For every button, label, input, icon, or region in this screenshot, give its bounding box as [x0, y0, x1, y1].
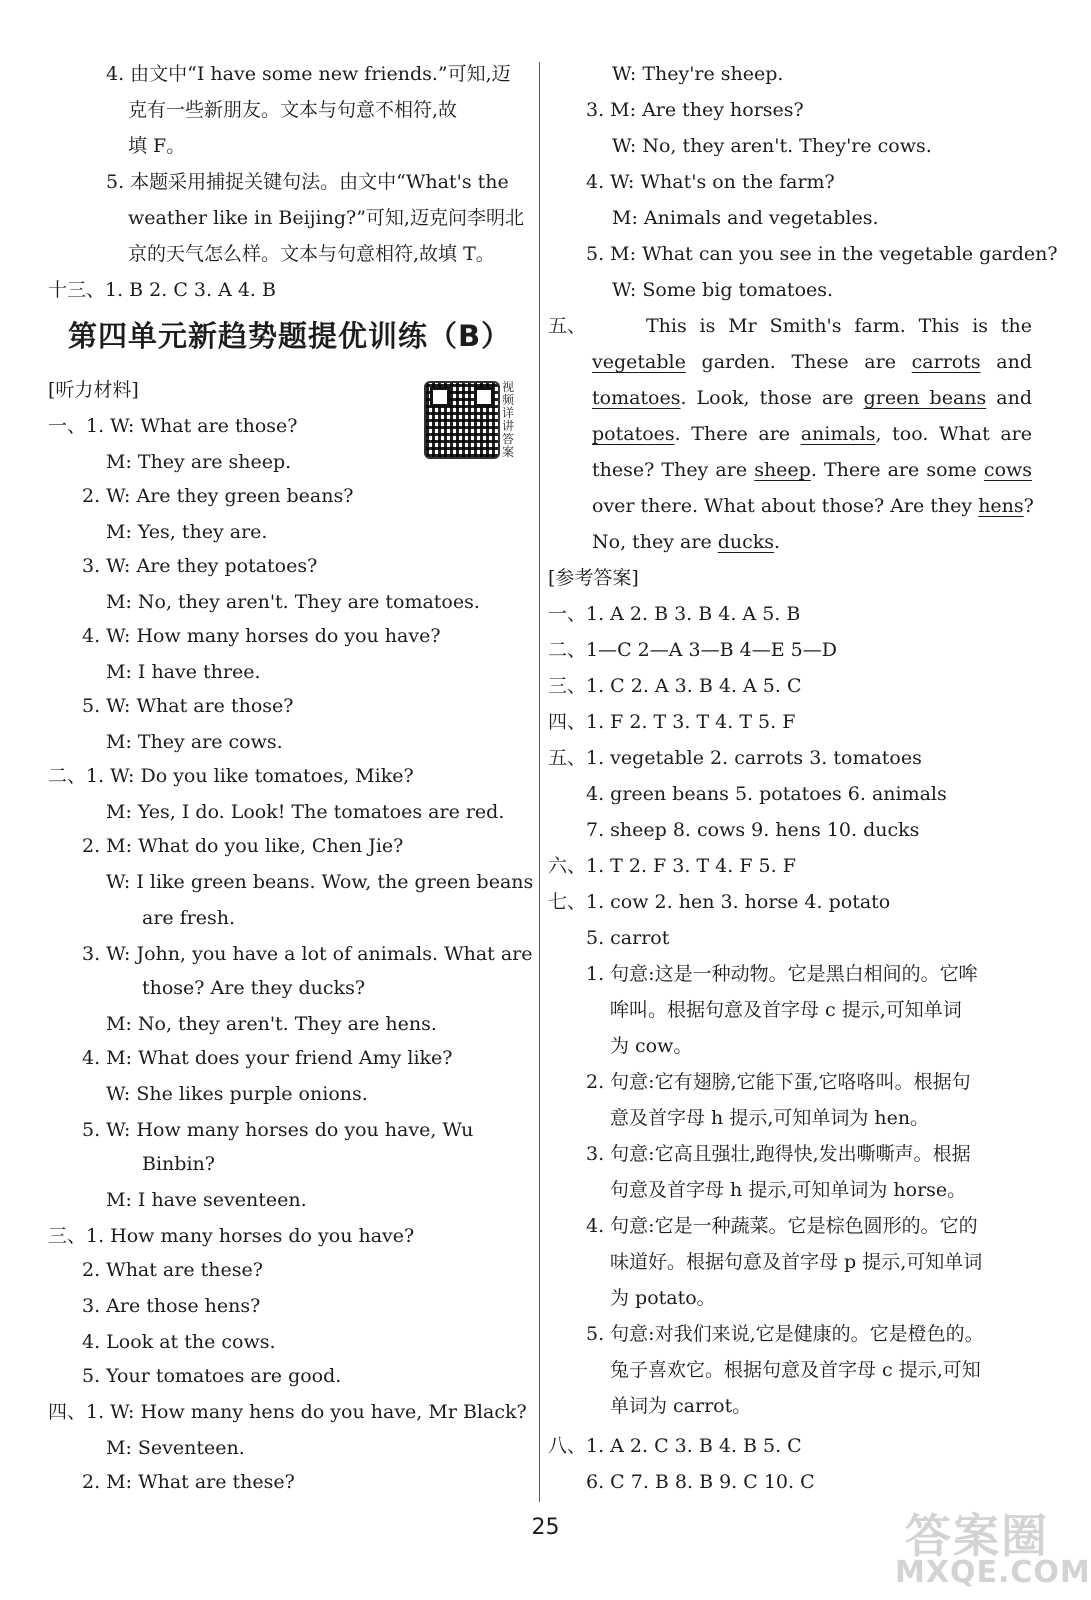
answers-header: [参考答案] — [548, 567, 639, 589]
dialog-line: M: They are sheep. — [106, 451, 292, 473]
dialog-line: 2. W: Are they green beans? — [82, 485, 354, 507]
dialog-line: W: I like green beans. Wow, the green beans — [106, 871, 534, 893]
answer-line: 5. carrot — [586, 927, 670, 949]
explanation-line: 1. 句意:这是一种动物。它是黑白相间的。它哞 — [586, 963, 978, 985]
text-line: 克有一些新朋友。文本与句意不相符,故 — [128, 99, 458, 121]
passage-line — [592, 344, 1032, 380]
explanation-line: 3. 句意:它高且强壮,跑得快,发出嘶嘶声。根据 — [586, 1143, 971, 1165]
passage-text: . — [774, 531, 781, 553]
answer-line: 四、1. F 2. T 3. T 4. T 5. F — [548, 711, 796, 733]
answer-line: 五、1. vegetable 2. carrots 3. tomatoes — [548, 747, 922, 769]
qr-caption: 视频详讲答案 — [502, 380, 515, 459]
page-number: 25 — [531, 1515, 560, 1540]
answer-line: 三、1. C 2. A 3. B 4. A 5. C — [548, 675, 802, 697]
dialog-line: M: Yes, I do. Look! The tomatoes are red. — [106, 801, 505, 823]
passage-line — [592, 452, 1032, 488]
blank-answer: carrots — [911, 351, 981, 373]
dialog-line: 5. W: How many horses do you have, Wu — [82, 1119, 474, 1141]
answer-line: 七、1. cow 2. hen 3. horse 4. potato — [548, 891, 891, 913]
dialog-line: M: Yes, they are. — [106, 521, 268, 543]
blank-answer: hens — [978, 495, 1024, 517]
answer-line: 八、1. A 2. C 3. B 4. B 5. C — [548, 1435, 802, 1457]
explanation-line: 意及首字母 h 提示,可知单词为 hen。 — [610, 1107, 930, 1129]
listening-header: [听力材料] — [48, 379, 139, 401]
dialog-line: 5. M: What can you see in the vegetable garden? — [586, 243, 1058, 265]
watermark-logo — [895, 1500, 1091, 1595]
passage-line: This is Mr Smith's farm. This is the — [646, 315, 1032, 337]
passage-text: No, they are — [592, 531, 712, 553]
dialog-line: M: No, they aren't. They are tomatoes. — [106, 591, 480, 613]
dialog-line: M: Animals and vegetables. — [612, 207, 879, 229]
text-line: 填 F。 — [128, 135, 186, 157]
passage-text: these? They are — [592, 459, 748, 481]
explanation-line: 为 potato。 — [610, 1287, 716, 1309]
dialog-line: W: Some big tomatoes. — [612, 279, 834, 301]
text-line: 4. 由文中“I have some new friends.”可知,迈 — [106, 63, 511, 85]
explanation-line: 味道好。根据句意及首字母 p 提示,可知单词 — [610, 1251, 983, 1273]
text-line: 5. 本题采用捕捉关键句法。由文中“What's the — [106, 171, 509, 193]
text-line: weather like in Beijing?”可知,迈克问李明北 — [128, 207, 524, 229]
blank-answer: ducks — [717, 531, 775, 553]
section-title: 第四单元新趋势题提优训练（B） — [68, 319, 512, 353]
passage-text: over there. What about those? Are they — [592, 495, 973, 517]
answer-line: 二、1—C 2—A 3—B 4—E 5—D — [548, 639, 837, 661]
explanation-line: 兔子喜欢它。根据句意及首字母 c 提示,可知 — [610, 1359, 981, 1381]
dialog-line: 4. Look at the cows. — [82, 1331, 276, 1353]
dialog-line: 三、1. How many horses do you have? — [48, 1225, 415, 1247]
dialog-line: W: She likes purple onions. — [106, 1083, 368, 1105]
qr-code[interactable] — [424, 381, 524, 461]
blank-answer: animals — [800, 423, 876, 445]
dialog-line: 4. M: What does your friend Amy like? — [82, 1047, 453, 1069]
explanation-line: 哞叫。根据句意及首字母 c 提示,可知单词 — [610, 999, 962, 1021]
answer-line: 4. green beans 5. potatoes 6. animals — [586, 783, 947, 805]
dialog-line: 3. W: John, you have a lot of animals. What are — [82, 943, 533, 965]
dialog-line: 4. W: How many horses do you have? — [82, 625, 441, 647]
blank-answer: vegetable — [592, 351, 686, 373]
answer-line: 六、1. T 2. F 3. T 4. F 5. F — [548, 855, 796, 877]
dialog-line: W: They're sheep. — [612, 63, 784, 85]
passage-text: . There are — [674, 423, 791, 445]
answer-line: 6. C 7. B 8. B 9. C 10. C — [586, 1471, 815, 1493]
blank-answer: sheep — [754, 459, 811, 481]
blank-answer: green beans — [863, 387, 987, 409]
dialog-line: 2. M: What do you like, Chen Jie? — [82, 835, 404, 857]
answer-line: 十三、1. B 2. C 3. A 4. B — [48, 279, 276, 301]
explanation-line: 句意及首字母 h 提示,可知单词为 horse。 — [610, 1179, 967, 1201]
passage-text: and — [996, 351, 1033, 373]
dialog-line: 4. W: What's on the farm? — [586, 171, 835, 193]
explanation-line: 单词为 carrot。 — [610, 1395, 752, 1417]
explanation-line: 4. 句意:它是一种蔬菜。它是棕色圆形的。它的 — [586, 1215, 978, 1237]
passage-line — [592, 524, 780, 560]
passage-text: . Look, those are — [680, 387, 854, 409]
passage-text: . There are some — [810, 459, 977, 481]
dialog-line: those? Are they ducks? — [142, 977, 365, 999]
dialog-line: 3. M: Are they horses? — [586, 99, 804, 121]
qr-code-image — [424, 381, 500, 459]
explanation-line: 为 cow。 — [610, 1035, 693, 1057]
explanation-line: 2. 句意:它有翅膀,它能下蛋,它咯咯叫。根据句 — [586, 1071, 971, 1093]
dialog-line: W: No, they aren't. They're cows. — [612, 135, 932, 157]
explanation-line: 5. 句意:对我们来说,它是健康的。它是橙色的。 — [586, 1323, 984, 1345]
passage-text: , too. What are — [875, 423, 1032, 445]
dialog-line: M: I have three. — [106, 661, 261, 683]
passage-text: garden. These are — [701, 351, 896, 373]
dialog-line: M: No, they aren't. They are hens. — [106, 1013, 437, 1035]
passage-text: and — [996, 387, 1033, 409]
dialog-line: 5. Your tomatoes are good. — [82, 1365, 342, 1387]
blank-answer: tomatoes — [592, 387, 681, 409]
dialog-line: M: They are cows. — [106, 731, 283, 753]
passage-label: 五、 — [548, 315, 587, 337]
column-divider — [539, 62, 540, 1502]
watermark-logo-text: 答案圈 — [905, 1509, 1049, 1563]
dialog-line: 二、1. W: Do you like tomatoes, Mike? — [48, 765, 414, 787]
dialog-line: 2. What are these? — [82, 1259, 263, 1281]
dialog-line: 3. W: Are they potatoes? — [82, 555, 318, 577]
passage-line — [592, 488, 1034, 524]
dialog-line: 一、1. W: What are those? — [48, 415, 298, 437]
dialog-line: 2. M: What are these? — [82, 1471, 295, 1493]
text-line: 京的天气怎么样。文本与句意相符,故填 T。 — [128, 243, 495, 265]
dialog-line: M: I have seventeen. — [106, 1189, 307, 1211]
dialog-line: 3. Are those hens? — [82, 1295, 261, 1317]
answer-line: 7. sheep 8. cows 9. hens 10. ducks — [586, 819, 920, 841]
passage-text: ? — [1023, 495, 1034, 517]
watermark-url: MXQE.COM — [895, 1555, 1091, 1590]
passage-line — [592, 416, 1032, 452]
dialog-line: M: Seventeen. — [106, 1437, 245, 1459]
dialog-line: 四、1. W: How many hens do you have, Mr Black? — [48, 1401, 527, 1423]
blank-answer: potatoes — [592, 423, 675, 445]
dialog-line: 5. W: What are those? — [82, 695, 294, 717]
dialog-line: Binbin? — [142, 1153, 215, 1175]
passage-line — [592, 380, 1032, 416]
answer-line: 一、1. A 2. B 3. B 4. A 5. B — [548, 603, 801, 625]
dialog-line: are fresh. — [142, 907, 236, 929]
blank-answer: cows — [983, 459, 1033, 481]
